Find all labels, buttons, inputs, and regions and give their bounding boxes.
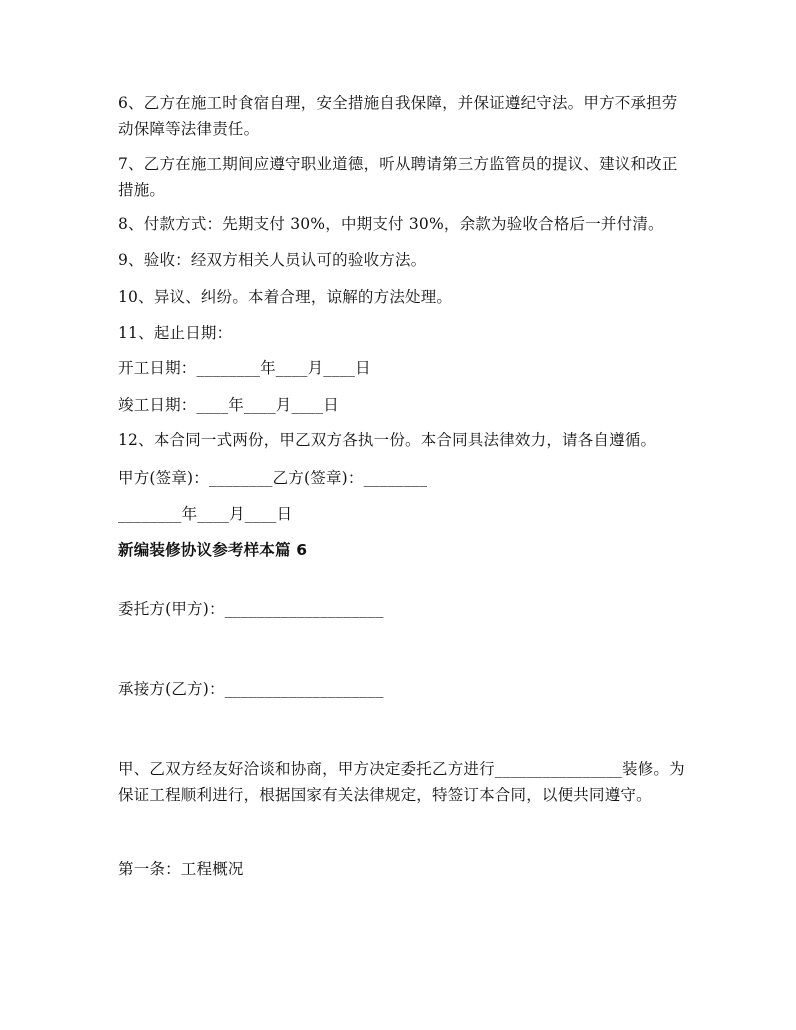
signature-date-line: ________年____月____日 <box>118 505 293 523</box>
article-1-title: 第一条：工程概况 <box>118 860 244 878</box>
clause-8-payment: 8、付款方式：先期支付 30%，中期支付 30%，余款为验收合格后一并付清。 <box>118 215 664 233</box>
clause-6-line-2: 动保障等法律责任。 <box>118 120 260 138</box>
party-a-line: 委托方(甲方)：____________________ <box>118 600 384 618</box>
party-b-line: 承接方(乙方)：____________________ <box>118 680 384 698</box>
clause-10-disputes: 10、异议、纠纷。本着合理，谅解的方法处理。 <box>118 288 453 306</box>
section-heading: 新编装修协议参考样本篇 6 <box>118 541 308 559</box>
intro-line-2: 保证工程顺利进行，根据国家有关法律规定，特签订本合同，以便共同遵守。 <box>118 786 652 804</box>
signature-line: 甲方(签章)：________乙方(签章)：________ <box>118 469 428 487</box>
start-date-line: 开工日期：________年____月____日 <box>118 359 371 377</box>
clause-11-dates: 11、起止日期： <box>118 324 233 342</box>
clause-9-acceptance: 9、验收：经双方相关人员认可的验收方法。 <box>118 251 427 269</box>
completion-date-line: 竣工日期：____年____月____日 <box>118 396 340 414</box>
intro-line-1: 甲、乙双方经友好洽谈和协商，甲方决定委托乙方进行________________装修。为 <box>118 760 685 778</box>
clause-12-copies: 12、本合同一式两份，甲乙双方各执一份。本合同具法律效力，请各自遵循。 <box>118 431 657 449</box>
clause-7-line-2: 措施。 <box>118 181 166 199</box>
clause-6-line-1: 6、乙方在施工时食宿自理，安全措施自我保障，并保证遵纪守法。甲方不承担劳 <box>118 94 678 112</box>
clause-7-line-1: 7、乙方在施工期间应遵守职业道德，听从聘请第三方监管员的提议、建议和改正 <box>118 155 678 173</box>
